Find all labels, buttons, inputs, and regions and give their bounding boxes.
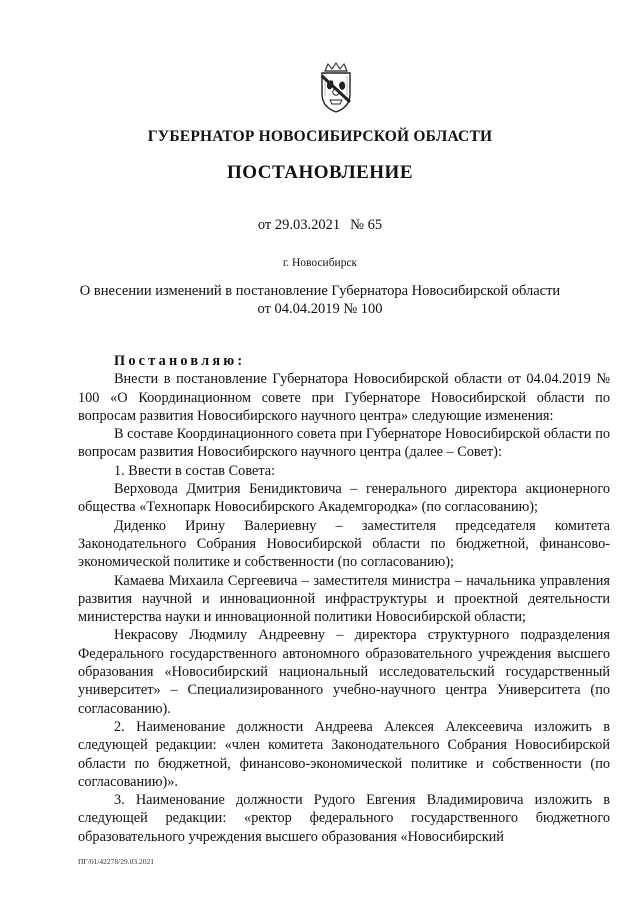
document-city: г. Новосибирск — [282, 257, 358, 269]
document-date: от 29.03.2021 — [257, 217, 341, 233]
body-paragraph: Некрасову Людмилу Андреевну – директора структурного подразделения Федерального государственного автономного образовательного учреждения высшего образования «Новосибирский национальный исследовательский государственный университет» – Специализированного учебно-научного центра Университета (по согласованию). — [78, 627, 610, 717]
body-paragraph: 1. Ввести в состав Совета: — [114, 462, 276, 479]
document-type: ПОСТАНОВЛЕНИЕ — [226, 162, 414, 183]
document-date-number — [0, 217, 640, 234]
governor-title: ГУБЕРНАТОР НОВОСИБИРСКОЙ ОБЛАСТИ — [147, 128, 493, 145]
document-footer-code: ПГ/01/42278/29.03.2021 — [78, 857, 155, 866]
body-paragraph: Внести в постановление Губернатора Новосибирской области от 04.04.2019 № 100 «О Координационном совете при Губернаторе Новосибирской области по вопросам развития Новосибирского научного центра» следующие изменения: — [78, 371, 610, 424]
coat-of-arms-icon — [316, 62, 356, 114]
body-paragraph: Верховода Дмитрия Бенидиктовича – генерального директора акционерного общества «Технопарк Новосибирского Академгородка» (по согласованию); — [78, 481, 610, 516]
document-body — [78, 352, 610, 846]
body-paragraph: Диденко Ирину Валериевну – заместителя председателя комитета Законодательного Собрания Новосибирской области по бюджетной, финансово-экономической политике и собственности (по согласованию); — [78, 517, 610, 571]
subject-line-1: О внесении изменений в постановление Губернатора Новосибирской области — [79, 283, 561, 299]
body-paragraph: 2. Наименование должности Андреева Алексея Алексеевича изложить в следующей редакции: «член комитета Законодательного Собрания Новосибирской области по бюджетной, финансово-экономической политике и собственности (по согласованию)». — [78, 718, 610, 790]
body-paragraph: 3. Наименование должности Рудого Евгения Владимировича изложить в следующей редакции: «ректор федерального государственного бюджетного образовательного учреждения высшего образования «Новосибирский — [78, 792, 610, 845]
body-paragraph: В составе Координационного совета при Губернаторе Новосибирской области по вопросам развития Новосибирского научного центра (далее – Совет): — [78, 426, 610, 461]
decree-word: Постановляю: — [114, 353, 246, 369]
subject-line-2: от 04.04.2019 № 100 — [257, 300, 383, 317]
document-subject — [0, 283, 640, 318]
body-paragraph: Камаева Михаила Сергеевича – заместителя министра – начальника управления развития научной и инновационной инфраструктуры и проектной деятельности министерства науки и инновационной политики Новосибирской области; — [78, 572, 610, 626]
document-number: № 65 — [350, 217, 383, 233]
